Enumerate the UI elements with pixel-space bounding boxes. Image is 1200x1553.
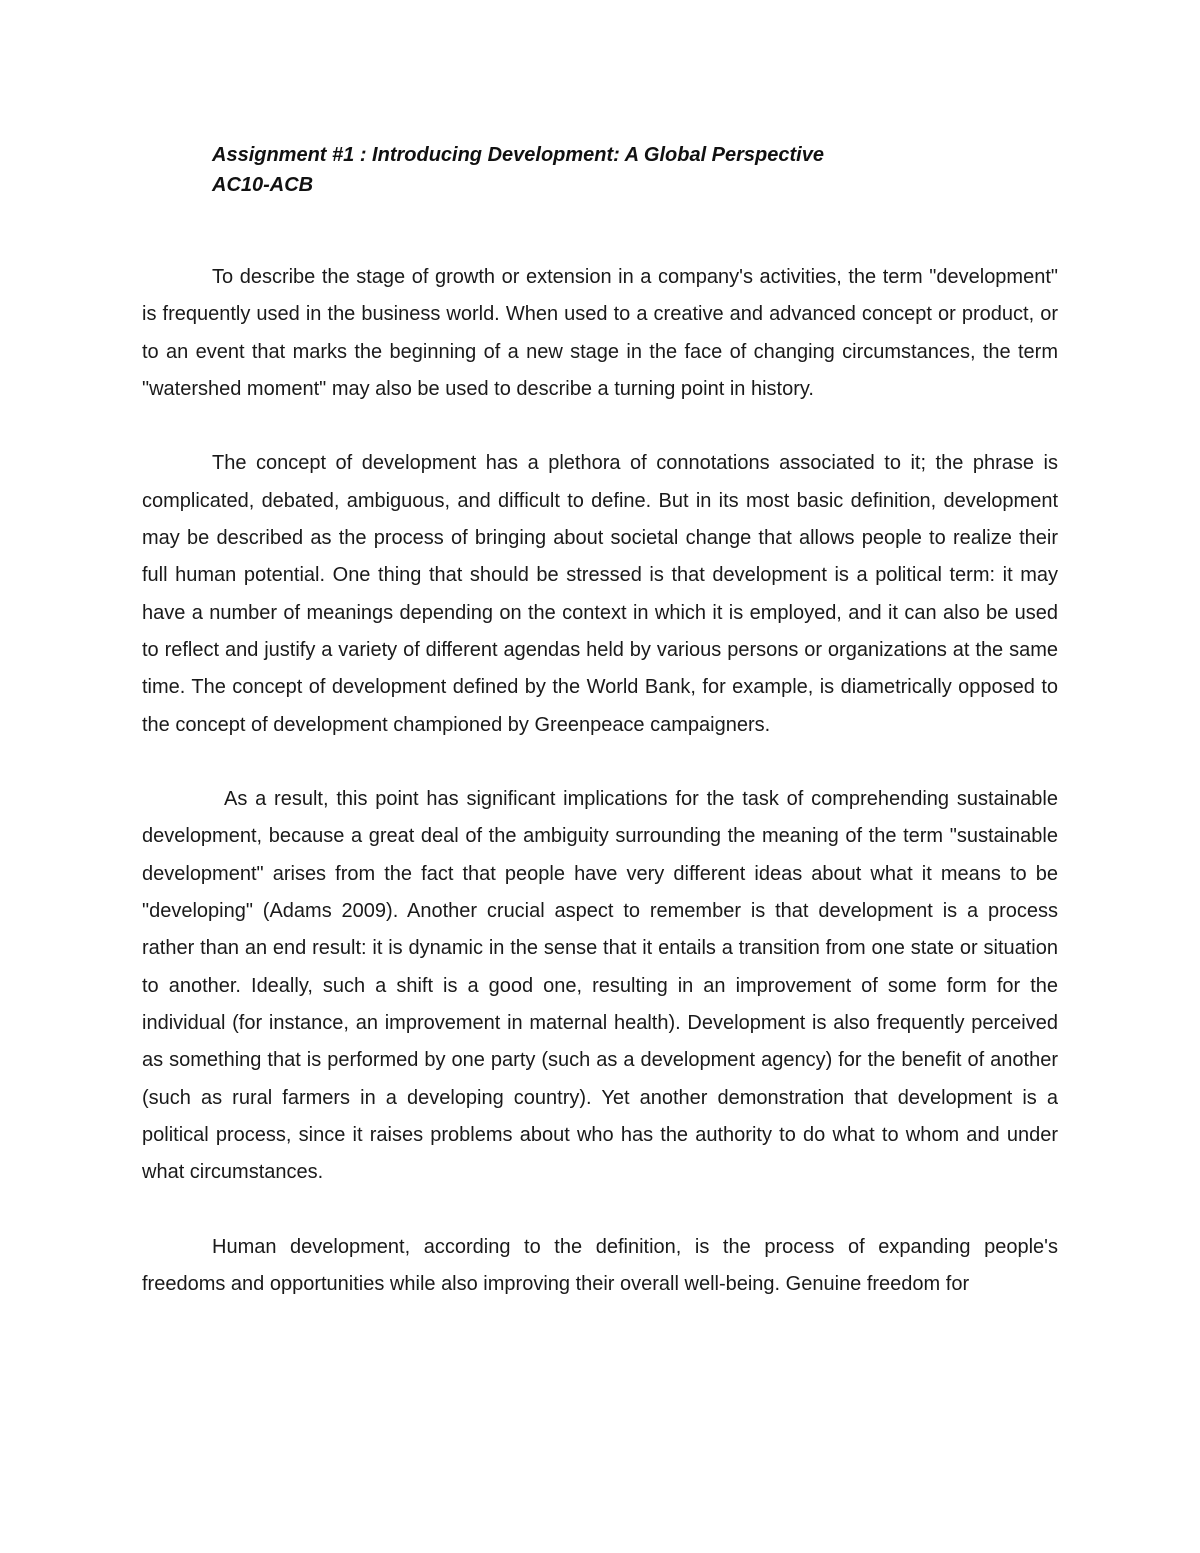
paragraph-2: The concept of development has a plethora of connotations associated to it; the phrase is complicated, debated, ambiguous, and difficult to define. But in its most basic definition, development may be described as the process of bringing about societal change that allows people to realize their full human potential. One thing that should be stressed is that development is a political term: it may have a number of meanings depending on the context in which it is employed, and it can also be used to reflect and justify a variety of different agendas held by various persons or organizations at the same time. The concept of development defined by the World Bank, for example, is diametrically opposed to the concept of development championed by Greenpeace campaigners. <box>142 452 1058 736</box>
paragraph-4: Human development, according to the definition, is the process of expanding people's freedoms and opportunities while also improving their overall well-being. Genuine freedom for <box>142 1235 1058 1296</box>
assignment-title: Assignment #1 : Introducing Development: A Global Perspective <box>212 144 824 166</box>
document-heading <box>212 140 1072 200</box>
paragraph-3: As a result, this point has significant implications for the task of comprehending sustainable development, because a great deal of the ambiguity surrounding the meaning of the term "sustainable development" arises from the fact that people have very different ideas about what it means to be "developing" (Adams 2009). Another crucial aspect to remember is that development is a process rather than an end result: it is dynamic in the sense that it entails a transition from one state or situation to another. Ideally, such a shift is a good one, resulting in an improvement of some form for the individual (for instance, an improvement in maternal health). Development is also frequently perceived as something that is performed by one party (such as a development agency) for the benefit of another (such as rural farmers in a developing country). Yet another demonstration that development is a political process, since it raises problems about who has the authority to do what to whom and under what circumstances. <box>142 788 1058 1184</box>
paragraph-1: To describe the stage of growth or extension in a company's activities, the term "development" is frequently used in the business world. When used to a creative and advanced concept or product, or to an event that marks the beginning of a new stage in the face of changing circumstances, the term "watershed moment" may also be used to describe a turning point in history. <box>142 266 1058 400</box>
document-body <box>142 259 1058 1303</box>
course-code: AC10-ACB <box>212 174 314 196</box>
